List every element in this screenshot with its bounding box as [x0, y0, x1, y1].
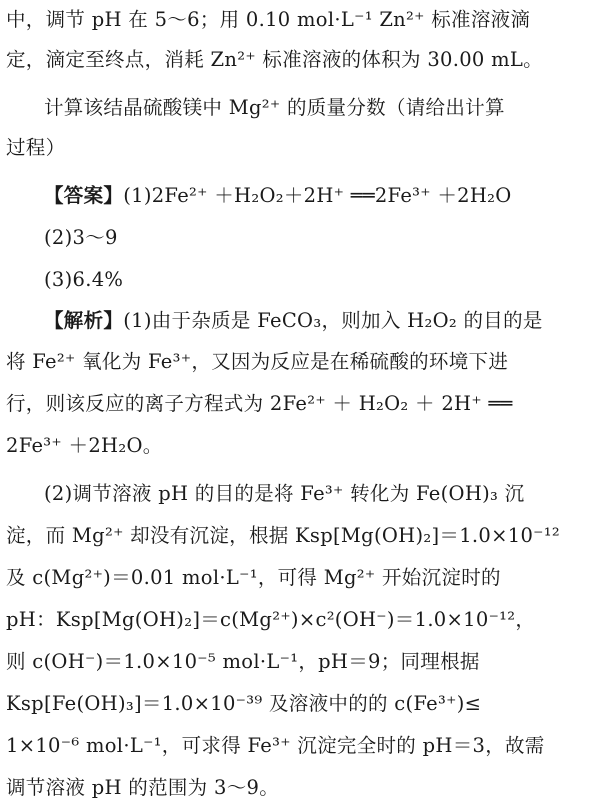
- answer-eq: (1)2Fe²⁺ ＋H₂O₂＋2H⁺ ══2Fe³⁺ ＋2H₂O: [123, 184, 512, 207]
- answer-3: (3)6.4%: [44, 268, 124, 291]
- analysis-line-1: [44, 305, 582, 337]
- question-line-1: 计算该结晶硫酸镁中 Mg²⁺ 的质量分数（请给出计算: [44, 96, 505, 119]
- question-line-2: 过程）: [6, 136, 66, 159]
- text-line-1: 中，调节 pH 在 5～6；用 0.10 mol·L⁻¹ Zn²⁺ 标准溶液滴: [6, 8, 531, 31]
- analysis-label: 【解析】: [44, 309, 124, 332]
- analysis-line-2: 将 Fe²⁺ 氧化为 Fe³⁺，又因为反应是在稀硫酸的环境下进: [6, 350, 509, 373]
- analysis-line-11: 1×10⁻⁶ mol·L⁻¹，可求得 Fe³⁺ 沉淀完全时的 pH＝3，故需: [6, 734, 545, 757]
- analysis-line-6: 淀，而 Mg²⁺ 却没有沉淀，根据 Ksp[Mg(OH)₂]＝1.0×10⁻¹²: [6, 524, 560, 547]
- answer-line: [44, 180, 582, 212]
- answer-2: (2)3～9: [44, 226, 118, 249]
- analysis-line-4: 2Fe³⁺ ＋2H₂O。: [6, 434, 163, 457]
- analysis-line-3: 行，则该反应的离子方程式为 2Fe²⁺ ＋ H₂O₂ ＋ 2H⁺ ══: [6, 392, 513, 415]
- text-line-2: 定，滴定至终点，消耗 Zn²⁺ 标准溶液的体积为 30.00 mL。: [6, 48, 543, 71]
- analysis-line-8: pH：Ksp[Mg(OH)₂]＝c(Mg²⁺)×c²(OH⁻)＝1.0×10⁻¹²，: [6, 608, 536, 631]
- analysis-line-7: 及 c(Mg²⁺)＝0.01 mol·L⁻¹，可得 Mg²⁺ 开始沉淀时的: [6, 566, 501, 589]
- analysis-line-9: 则 c(OH⁻)＝1.0×10⁻⁵ mol·L⁻¹，pH＝9；同理根据: [6, 650, 480, 673]
- answer-label: 【答案】: [44, 184, 124, 207]
- analysis-line-5: (2)调节溶液 pH 的目的是将 Fe³⁺ 转化为 Fe(OH)₃ 沉: [44, 482, 525, 505]
- analysis-line-12: 调节溶液 pH 的范围为 3～9。: [6, 776, 279, 799]
- analysis-line-10: Ksp[Fe(OH)₃]＝1.0×10⁻³⁹ 及溶液中的的 c(Fe³⁺)≤: [6, 692, 482, 715]
- analysis-text-1: (1)由于杂质是 FeCO₃，则加入 H₂O₂ 的目的是: [123, 309, 543, 332]
